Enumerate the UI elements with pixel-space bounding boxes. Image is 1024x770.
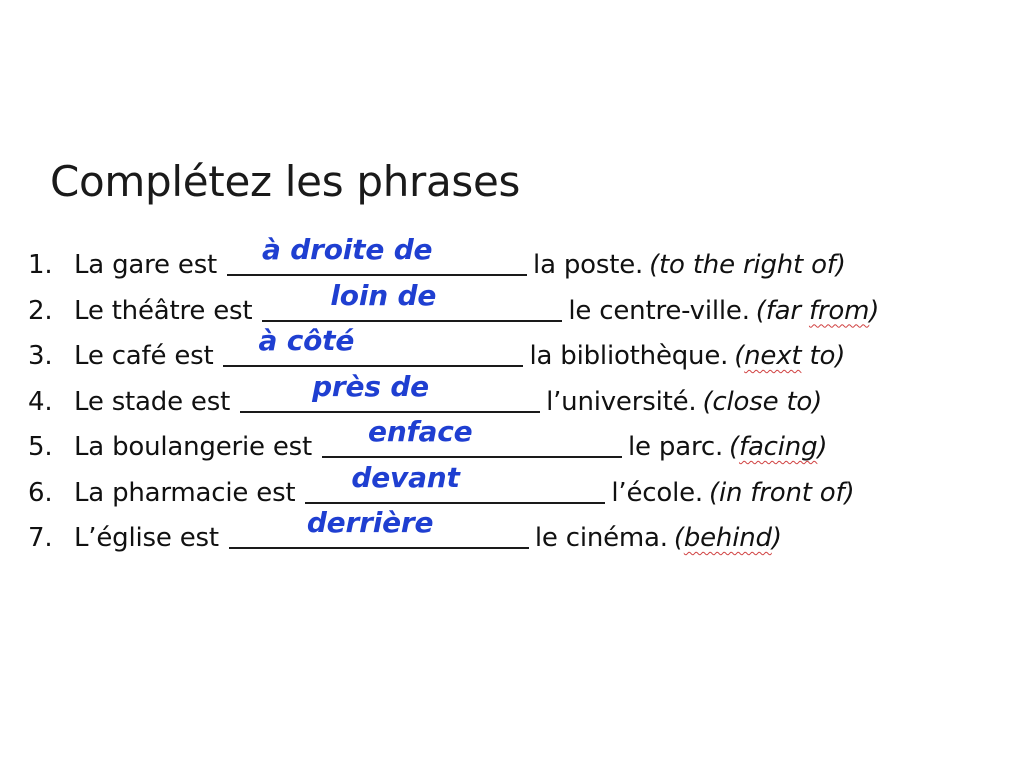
list-item [28,506,1008,562]
sentence-end: le parc. [628,432,724,462]
hint-text: in front of [718,477,845,508]
hint-open: ( [649,250,660,280]
handwritten-answer: derrière [306,506,434,539]
hint-close: ) [812,386,823,417]
handwritten-answer: près de [312,369,429,403]
blank-underline [229,547,529,549]
handwritten-answer: loin de [330,278,437,312]
blank-underline [322,456,622,458]
sentence-start: Le stade est [74,386,231,417]
item-number: 7. [28,523,53,553]
sentence-start: La pharmacie est [74,477,296,508]
item-number: 4. [28,386,53,417]
english-hint [729,432,827,462]
blank-underline [227,274,527,276]
item-number: 1. [28,250,53,280]
sentence-end: le centre-ville. [568,295,750,326]
hint-open: ( [708,477,719,508]
blank-underline [240,411,540,413]
item-number: 3. [28,341,53,371]
hint-text: to the right of [659,250,836,280]
sentence-end: l’université. [546,386,697,417]
page-title: Complétez les phrases [50,157,521,206]
answer-blank[interactable] [227,233,527,278]
handwritten-answer: devant [351,460,460,494]
answer-blank[interactable] [240,369,540,415]
english-hint [709,478,854,508]
hint-spellcheck-word: next [744,341,802,371]
list-item [28,324,1008,380]
hint-close: ) [844,477,855,508]
sentence-start: La gare est [74,250,218,280]
item-number: 5. [28,432,53,462]
sentence-end: la bibliothèque. [529,341,729,371]
hint-open: ( [702,386,713,417]
hint-close: ) [835,250,846,280]
sentence-end: le cinéma. [534,523,668,553]
hint-open: (far [755,295,809,326]
hint-spellcheck-word: from [808,295,870,326]
hint-open: ( [729,432,739,462]
sentence-start: La boulangerie est [74,432,313,462]
item-number: 6. [28,477,53,508]
list-item [28,460,1008,517]
hint-open: ( [673,523,684,553]
handwritten-answer: à côté [258,324,355,357]
list-item [28,369,1008,426]
english-hint [702,387,822,417]
sentence-start: L’église est [74,523,219,553]
hint-close: ) [771,523,782,553]
list-item [28,415,1008,471]
answer-blank[interactable] [322,415,622,460]
sentence-start: Le café est [74,341,214,371]
list-item [28,233,1008,289]
blank-underline [223,365,523,367]
english-hint [734,341,845,371]
hint-close: to) [801,341,846,371]
answer-blank[interactable] [262,278,562,324]
answer-blank[interactable] [223,324,523,369]
hint-open: ( [734,341,745,371]
hint-text: close to [712,386,813,417]
blank-underline [262,320,562,322]
sentence-list [28,233,1008,562]
hint-close: ) [817,432,828,462]
answer-blank[interactable] [229,506,529,551]
blank-underline [305,502,605,504]
sentence-end: la poste. [533,250,644,280]
item-number: 2. [28,295,53,326]
list-item [28,278,1008,335]
answer-blank[interactable] [305,460,605,506]
hint-spellcheck-word: behind [683,523,772,553]
english-hint [756,296,879,326]
sentence-end: l’école. [611,477,703,508]
sentence-start: Le théâtre est [74,295,253,326]
hint-spellcheck-word: facing [738,432,818,462]
english-hint [674,523,782,553]
hint-close: ) [869,295,880,326]
handwritten-answer: enface [368,415,473,448]
handwritten-answer: à droite de [262,233,433,266]
english-hint [649,250,846,280]
